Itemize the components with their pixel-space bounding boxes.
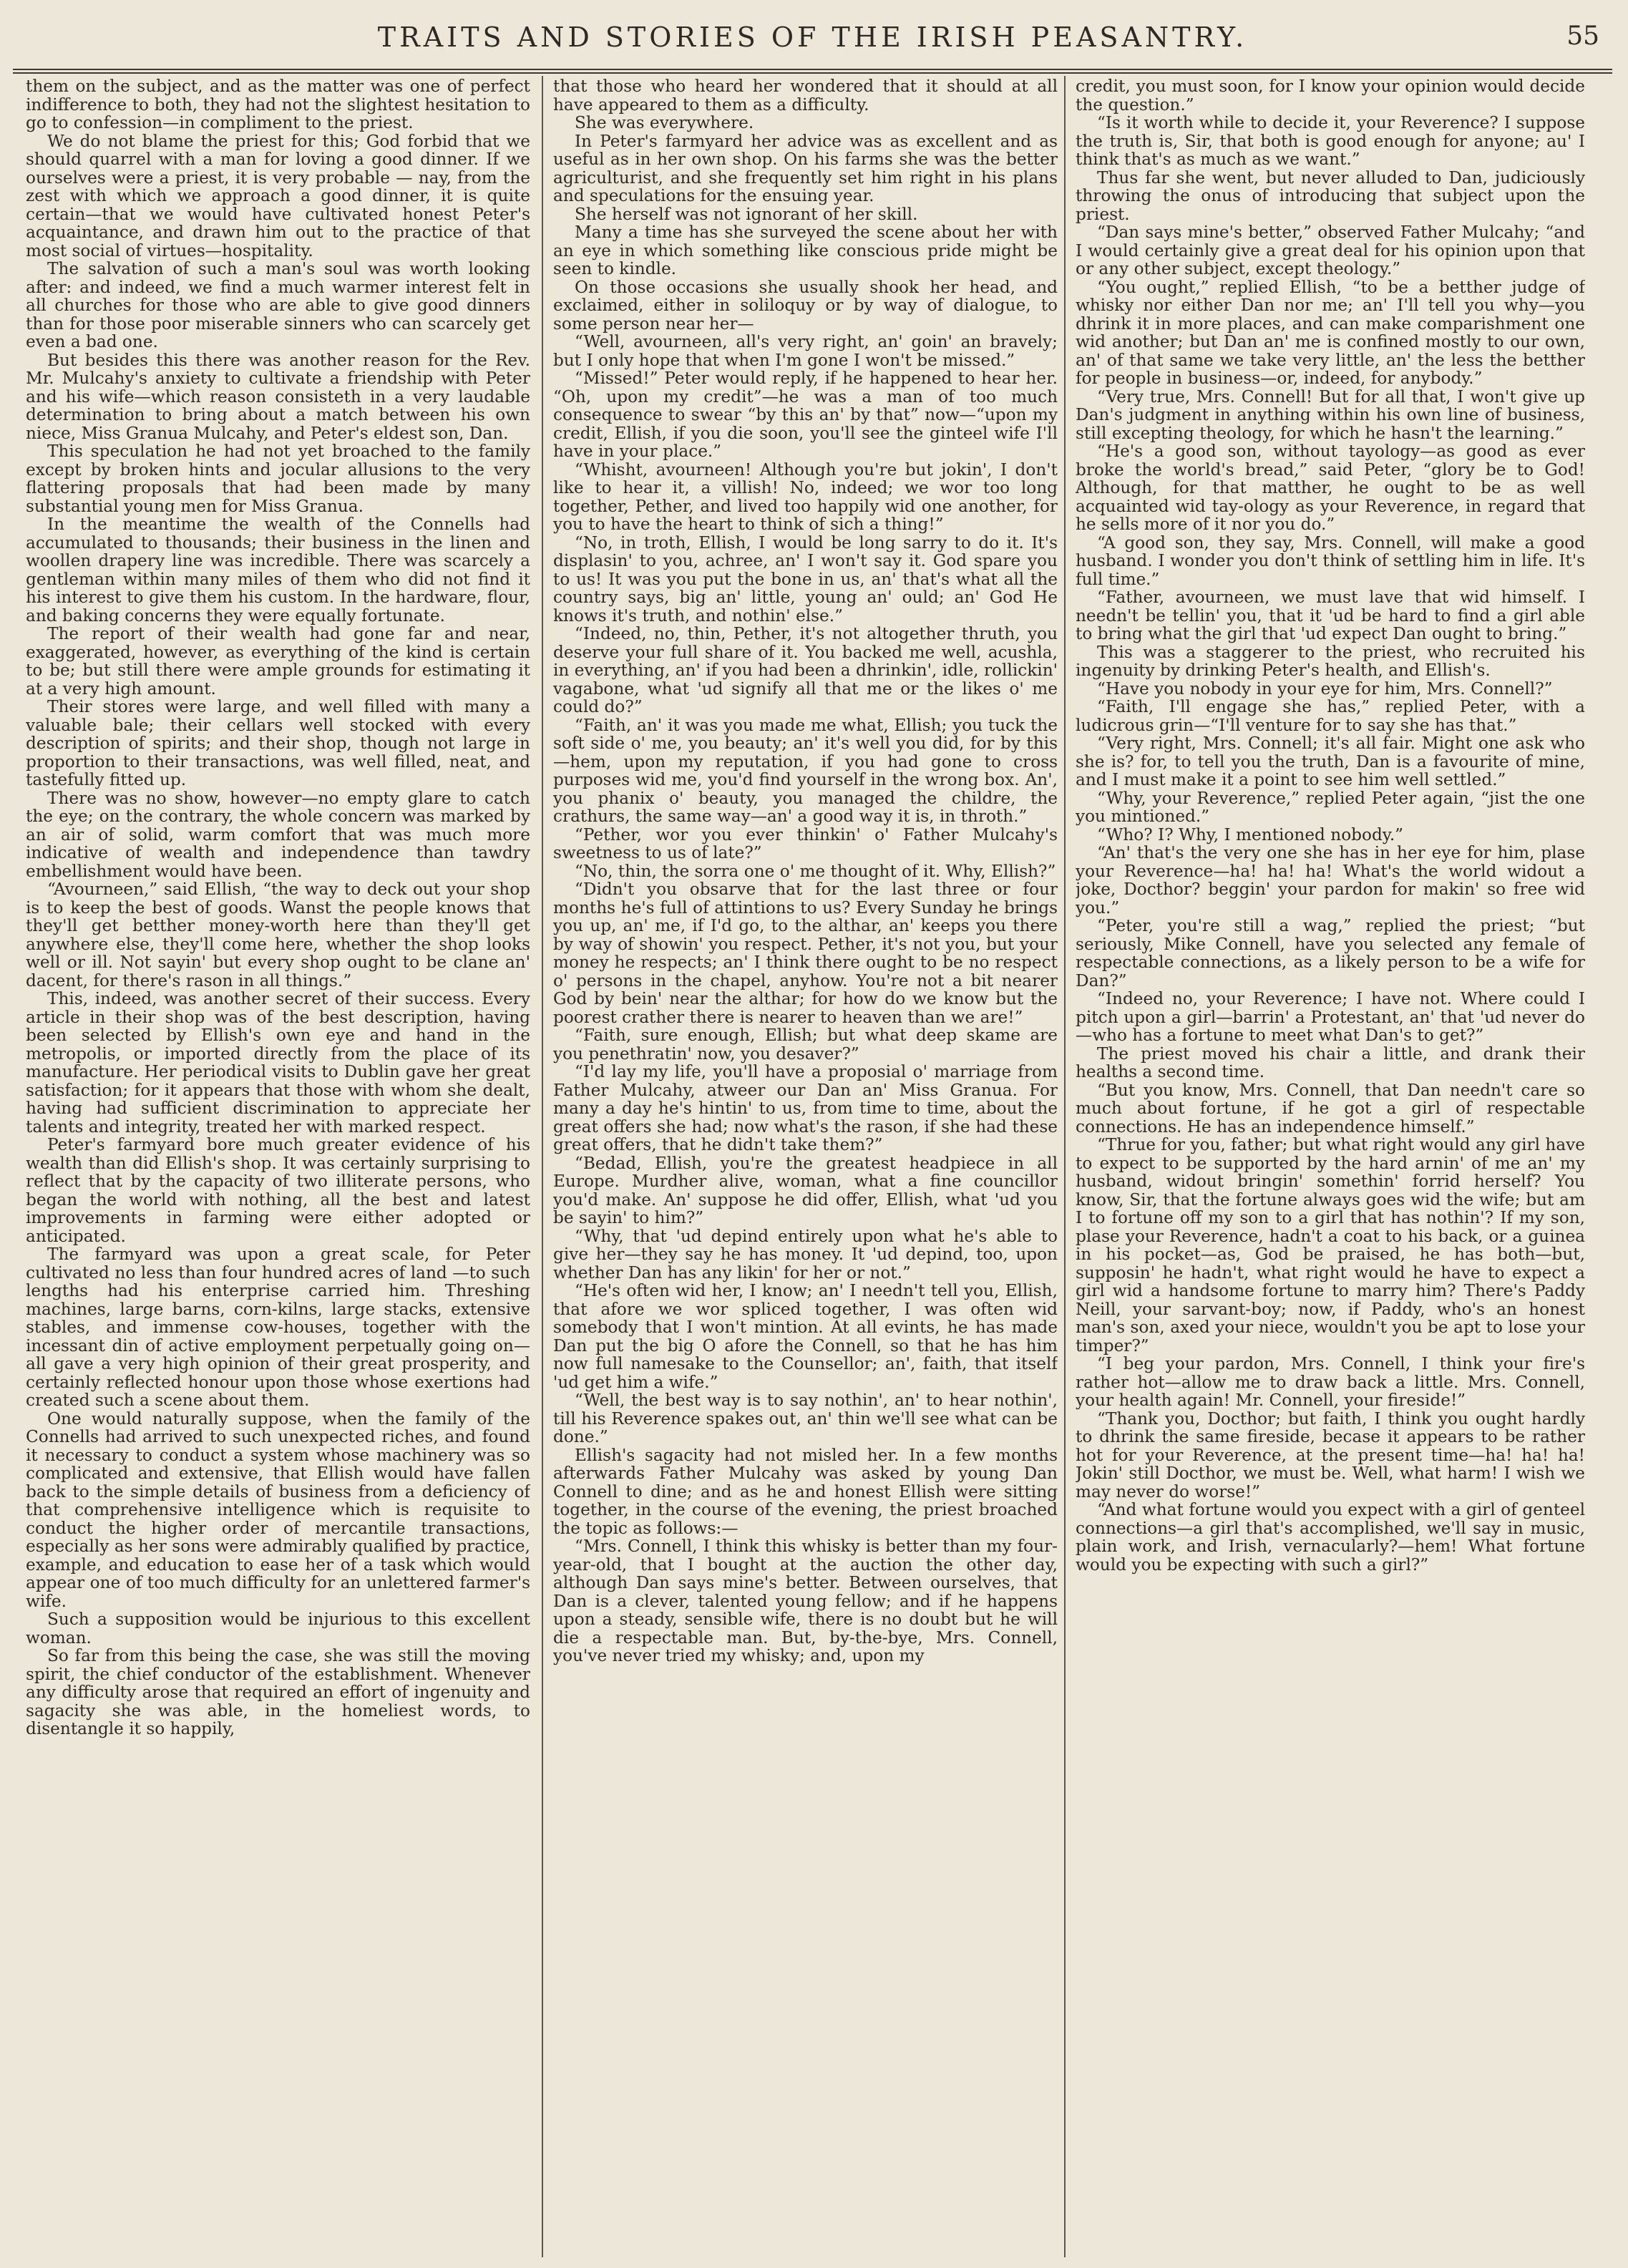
paragraph: The farmyard was upon a great scale, for Peter cultivated no less than four hundred acres of land —to such lengths had his enterprise carried him. Threshing machines, large barns, corn-kilns, large stacks, extensive stables, and immense cow-houses, together with the incessant din of active employment perpetually going on—all gave a very high opinion of their great prosperity, and certainly reflected honour upon those whose exertions had created such a scene about them.	[26, 1245, 530, 1410]
paragraph: “He's often wid her, I know; an' I needn't tell you, Ellish, that afore we wor spliced together, I was often wid somebody that I won't mintion. At all evints, he has made Dan put the big O afore the Connell, so that he has him now full namesake to the Counsellor; an', faith, that itself 'ud get him a wife.”	[553, 1281, 1058, 1392]
header-rule-top	[13, 69, 1612, 70]
paragraph: There was no show, however—no empty glare to catch the eye; on the contrary, the whole concern was marked by an air of solid, warm comfort that was much more indicative of wealth and independence than tawdry embellishment would have been.	[26, 788, 530, 881]
paragraph: Their stores were large, and well filled with many a valuable bale; their cellars well stocked with every description of spirits; and their shop, though not large in proportion to their transactions, was well filled, neat, and tastefully fitted up.	[26, 697, 530, 789]
paragraph: “Thrue for you, father; but what right would any girl have to expect to be supported by the hard arnin' of me an' my husband, widout bringin' somethin' forrid herself? You know, Sir, that the fortune always goes wid the wife; but am I to fortune off my son to a girl that has nothin'? If my son, plase your Reverence, hadn't a coat to his back, or a guinea in his pocket—as, God be praised, he has both—but, supposin' he hadn't, what right would he have to expect a girl wid a handsome fortune to marry him? There's Paddy Neill, your sarvant-boy; now, if Paddy, who's an honest man's son, axed your niece, wouldn't you be apt to lose your timper?”	[1076, 1135, 1585, 1356]
paragraph: “Indeed no, your Reverence; I have not. Where could I pitch upon a girl—barrin' a Protestant, an' that 'ud never do—who has a fortune to meet what Dan's to get?”	[1076, 989, 1585, 1045]
paragraph: The priest moved his chair a little, and drank their healths a second time.	[1076, 1043, 1585, 1081]
paragraph: On those occasions she usually shook her head, and exclaimed, either in soliloquy or by way of dialogue, to some person near her—	[553, 277, 1058, 334]
paragraph: This was a staggerer to the priest, who recruited his ingenuity by drinking Peter's health, and Ellish's.	[1076, 642, 1585, 680]
paragraph: “A good son, they say, Mrs. Connell, will make a good husband. I wonder you don't think of settling him in life. It's full time.”	[1076, 532, 1585, 589]
paragraph: She herself was not ignorant of her skill.	[575, 204, 918, 224]
paragraph: Many a time has she surveyed the scene about her with an eye in which something like conscious pride might be seen to kindle.	[553, 223, 1058, 278]
column-divider-1	[542, 76, 543, 2257]
paragraph: This, indeed, was another secret of their success. Every article in their shop was of the best description, having been selected by Ellish's own eye and hand in the metropolis, or imported directly from the place of its manufacture. Her periodical visits to Dublin gave her great satisfaction; for it appears that those with whom she dealt, having had sufficient discrimination to appreciate her talents and integrity, treated her with marked respect.	[26, 989, 530, 1137]
paragraph: “Faith, sure enough, Ellish; but what deep skame are you penethratin' now, you desaver?”	[553, 1026, 1058, 1064]
text-column-1	[26, 77, 530, 2260]
paragraph: “But you know, Mrs. Connell, that Dan needn't care so much about fortune, if he got a girl of respectable connections. He has an independence himself.”	[1076, 1080, 1585, 1137]
paragraph: “Why, that 'ud depind entirely upon what he's able to give her—they say he has money. It 'ud depind, too, upon whether Dan has any likin' for her or not.”	[553, 1226, 1058, 1283]
paragraph: “Well, avourneen, all's very right, an' goin' an bravely; but I only hope that when I'm gone I won't be missed.”	[553, 332, 1058, 370]
paragraph: “An' that's the very one she has in her eye for him, plase your Reverence—ha! ha! ha! What's the world widout a joke, Docthor? beggin' your pardon for makin' so free wid you.”	[1076, 843, 1585, 918]
paragraph: “Bedad, Ellish, you're the greatest headpiece in all Europe. Murdher alive, woman, what a fine councillor you'd make. An' suppose he did offer, Ellish, what 'ud you be sayin' to him?”	[553, 1153, 1058, 1227]
paragraph: The salvation of such a man's soul was worth looking after: and indeed, we find a much warmer interest felt in all churches for those who are able to give good dinners than for those poor miserable sinners who can scarcely get even a bad one.	[26, 259, 530, 351]
paragraph: Peter's farmyard bore much greater evidence of his wealth than did Ellish's shop. It was certainly surprising to reflect that by the capacity of two illiterate persons, who began the world with nothing, all the best and latest improvements in farming were either adopted or anticipated.	[26, 1135, 530, 1246]
paragraph: The report of their wealth had gone far and near, exaggerated, however, as everything of the kind is certain to be; but still there were ample grounds for estimating it at a very high amount.	[26, 624, 530, 699]
paragraph: One would naturally suppose, when the family of the Connells had arrived to such unexpected riches, and found it necessary to conduct a system whose machinery was so complicated and extensive, that Ellish would have fallen back to the simple details of business from a deficiency of that comprehensive intelligence which is requisite to conduct the higher order of mercantile transactions, especially as her sons were admirably qualified by practice, example, and education to ease her of a task which would appear one of too much difficulty for an unlettered farmer's wife.	[26, 1408, 530, 1611]
paragraph: Thus far she went, but never alluded to Dan, judiciously throwing the onus of introducing that subject upon the priest.	[1076, 167, 1585, 224]
running-title: TRAITS AND STORIES OF THE IRISH PEASANTRY.	[377, 21, 1248, 53]
paragraph: “He's a good son, without tayology—as good as ever broke the world's bread,” said Peter, “glory be to God! Although, for that matther, he ought to be as well acquainted wid tay-ology as your Reverence, in regard that he sells more of it nor you do.”	[1076, 442, 1585, 534]
paragraph: This speculation he had not yet broached to the family except by broken hints and jocular allusions to the very flattering proposals that had been made by many substantial young men for Miss Granua.	[26, 442, 530, 516]
paragraph: them on the subject, and as the matter was one of perfect indifference to both, they had not the slightest hesitation to go to confession—in compliment to the priest.	[26, 77, 530, 132]
paragraph: “Missed!” Peter would reply, if he happened to hear her. “Oh, upon my credit”—he was a man of too much consequence to swear “by this an' by that” now—“upon my credit, Ellish, if you die soon, you'll see the ginteel wife I'll have in your place.”	[553, 369, 1058, 461]
paragraph: “Whisht, avourneen! Although you're but jokin', I don't like to hear it, a villish! No, indeed; we wor too long together, Pether, and lived too happily wid one another, for you to have the heart to think of sich a thing!”	[553, 459, 1058, 534]
paragraph: So far from this being the case, she was still the moving spirit, the chief conductor of the establishment. Whenever any difficulty arose that required an effort of ingenuity and sagacity she was able, in the homeliest words, to disentangle it so happily,	[26, 1646, 530, 1738]
paragraph: “Peter, you're still a wag,” replied the priest; “but seriously, Mike Connell, have you selected any female of respectable connections, as a likely person to be a wife for Dan?”	[1076, 916, 1585, 991]
text-column-3	[1076, 77, 1585, 2260]
paragraph: “And what fortune would you expect with a girl of genteel connections—a girl that's accomplished, we'll say in music, plain work, and Irish, vernacularly?—hem! What fortune would you be expecting with such a girl?”	[1076, 1500, 1585, 1575]
paragraph: credit, you must soon, for I know your opinion would decide the question.”	[1076, 77, 1585, 115]
paragraph: But besides this there was another reason for the Rev. Mr. Mulcahy's anxiety to cultivate a friendship with Peter and his wife—which reason consisteth in a very laudable determination to bring about a match between his own niece, Miss Granua Mulcahy, and Peter's eldest son, Dan.	[26, 350, 530, 443]
paragraph: “You ought,” replied Ellish, “to be a betther judge of whisky nor either Dan nor me; an' I'll tell you why—you dhrink it in more places, and can make comparishment one wid another; but Dan an' me is confined mostly to our own, an' of that same we take very little, an' the less the betther for people in business—or, indeed, for anybody.”	[1076, 277, 1585, 388]
paragraph: “Thank you, Docthor; but faith, I think you ought hardly to dhrink the same fireside, becase it appears to be rather hot for your Reverence, at the present time—ha! ha! ha! Jokin' still Docthor, we must be. Well, what harm! I wish we may never do worse!”	[1076, 1408, 1585, 1502]
paragraph: “Is it worth while to decide it, your Reverence? I suppose the truth is, Sir, that both is good enough for anyone; au' I think that's as much as we want.”	[1076, 113, 1585, 169]
paragraph: “Faith, I'll engage she has,” replied Peter, with a ludicrous grin—“I'll venture for to say she has that.”	[1076, 697, 1585, 735]
paragraph: We do not blame the priest for this; God forbid that we should quarrel with a man for loving a good dinner. If we ourselves were a priest, it is very probable — nay, from the zest with which we approach a good dinner, it is quite certain—that we would have cultivated honest Peter's acquaintance, and drawn him out to the practice of that most social of virtues—hospitality.	[26, 131, 530, 261]
paragraph: “Avourneen,” said Ellish, “the way to deck out your shop is to keep the best of goods. Wanst the people knows that they'll get betther money-worth here than they'll get anywhere else, they'll come here, whether the shop looks well or ill. Not sayin' but every shop ought to be clane an' dacent, for there's rason in all things.”	[26, 880, 530, 991]
paragraph: Such a supposition would be injurious to this excellent woman.	[26, 1610, 530, 1648]
paragraph: In the meantime the wealth of the Connells had accumulated to thousands; their business in the linen and woollen drapery line was incredible. There was scarcely a gentleman within many miles of them who did not find it his interest to give them his custom. In the hardware, flour, and baking concerns they were equally fortunate.	[26, 515, 530, 626]
paragraph: “Have you nobody in your eye for him, Mrs. Connell?”	[1097, 678, 1553, 699]
text-column-2	[553, 77, 1058, 2260]
paragraph: “Pether, wor you ever thinkin' o' Father Mulcahy's sweetness to us of late?”	[553, 824, 1058, 862]
paragraph: “Mrs. Connell, I think this whisky is better than my four-year-old, that I bought at the auction the other day, although Dan says mine's better. Between ourselves, that Dan is a clever, talented young fellow; and if he happens upon a steady, sensible wife, there is no doubt but he will die a respectable man. But, by-the-bye, Mrs. Connell, you've never tried my whisky; and, upon my	[553, 1537, 1058, 1665]
page-header	[13, 16, 1612, 53]
paragraph: “Very true, Mrs. Connell! But for all that, I won't give up Dan's judgment in anything within his own line of business, still excepting theology, for which he hasn't the learning.”	[1076, 386, 1585, 443]
paragraph: “Faith, an' it was you made me what, Ellish; you tuck the soft side o' me, you beauty; an' it's well you did, for by this—hem, upon my reputation, if you had gone to cross purposes wid me, you'd find yourself in the wrong box. An', you phanix o' beauty, you managed the childre, the crathurs, the same way—an' a good way it is, in throth.”	[553, 715, 1058, 826]
paragraph: that those who heard her wondered that it should at all have appeared to them as a difficulty.	[553, 77, 1058, 115]
paragraph: “Why, your Reverence,” replied Peter again, “jist the one you mintioned.”	[1076, 788, 1585, 826]
paragraph: “Well, the best way is to say nothin', an' to hear nothin', till his Reverence spakes out, an' thin we'll see what can be done.”	[553, 1391, 1058, 1446]
paragraph: “Who? I? Why, I mentioned nobody.”	[1097, 824, 1404, 845]
paragraph: She was everywhere.	[575, 113, 754, 132]
paragraph: In Peter's farmyard her advice was as excellent and as useful as in her own shop. On his farms she was the better agriculturist, and she frequently set him right in his plans and speculations for the ensuing year.	[553, 131, 1058, 205]
paragraph: “Dan says mine's better,” observed Father Mulcahy; “and I would certainly give a great deal for his opinion upon that or any other subject, except theology.”	[1076, 223, 1585, 278]
header-rule-bottom	[13, 72, 1612, 74]
paragraph: “No, in troth, Ellish, I would be long sarry to do it. It's displasin' to you, achree, an' I won't say it. God spare you to us! It was you put the bone in us, an' that's what all the country says, big an' little, young an' ould; an' God He knows it's truth, and nothin' else.”	[553, 532, 1058, 626]
paragraph: “I beg your pardon, Mrs. Connell, I think your fire's rather hot—allow me to draw back a little. Mrs. Connell, your health again! Mr. Connell, your fireside!”	[1076, 1354, 1585, 1410]
paragraph: “I'd lay my life, you'll have a proposial o' marriage from Father Mulcahy, atweer our Dan an' Miss Granua. For many a day he's hintin' to us, from time to time, about the great offers she had; now what's the rason, if she had these great offers, that he didn't take them?”	[553, 1062, 1058, 1154]
column-divider-2	[1064, 76, 1066, 2257]
paragraph: “Very right, Mrs. Connell; it's all fair. Might one ask who she is? for, to tell you the truth, Dan is a favourite of mine, and I must make it a point to see him well settled.”	[1076, 734, 1585, 789]
page-number: 55	[1566, 21, 1599, 51]
paragraph: Ellish's sagacity had not misled her. In a few months afterwards Father Mulcahy was asked by young Dan Connell to dine; and as he and honest Ellish were sitting together, in the course of the evening, the priest broached the topic as follows:—	[553, 1445, 1058, 1538]
paragraph: “No, thin, the sorra one o' me thought of it. Why, Ellish?”	[575, 861, 1056, 881]
paragraph: “Father, avourneen, we must lave that wid himself. I needn't be tellin' you, that it 'ud be hard to find a girl able to bring what the girl that 'ud expect Dan ought to bring.”	[1076, 588, 1585, 643]
paragraph: “Indeed, no, thin, Pether, it's not altogether thruth, you deserve your full share of it. You backed me well, acushla, in everything, an' if you had been a dhrinkin', idle, rollickin' vagabone, what 'ud signify all that me or the likes o' me could do?”	[553, 624, 1058, 716]
paragraph: “Didn't you obsarve that for the last three or four months he's full of attintions to us? Every Sunday he brings you up, an' me, if I'd go, to the althar, an' keeps you there by way of showin' you respect. Pether, it's not you, but your money he respects; an' I think there ought to be no respect o' persons in the chapel, anyhow. You're not a bit nearer God by bein' near the althar; for how do we know but the poorest crather there is nearer to heaven than we are!”	[553, 880, 1058, 1027]
